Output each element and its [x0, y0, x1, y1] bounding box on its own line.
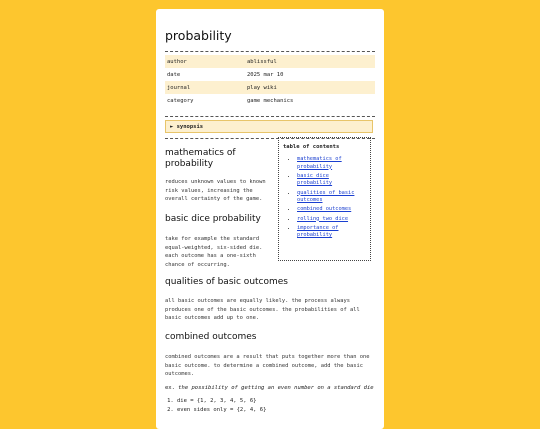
list-item	[297, 156, 366, 171]
meta-key: journal	[165, 81, 245, 94]
list-item: 1. die = {1, 2, 3, 4, 5, 6}	[177, 397, 266, 406]
toc-link-combined[interactable]: combined outcomes	[297, 206, 352, 213]
list-item	[297, 225, 366, 240]
synopsis-toggle[interactable]: ► synopsis	[165, 120, 373, 133]
list-item	[297, 216, 366, 224]
toc-link-mathematics[interactable]: mathematics of probability	[297, 156, 342, 170]
toc-title: table of contents	[283, 144, 340, 150]
section-body-combined: combined outcomes are a result that puts together more than one basic outcome. to determine a combined outcome, add the basic outcomes.	[165, 354, 370, 378]
table-row	[165, 94, 375, 107]
example-steps	[165, 397, 266, 414]
article-card	[156, 9, 384, 429]
page-title: probability	[165, 28, 232, 43]
section-body-mathematics: reduces unknown values to known risk values, increasing the overall certainty of the game.	[165, 179, 266, 203]
example-prefix: ex.	[165, 385, 175, 391]
table-row	[165, 55, 375, 68]
toc-link-basic-dice[interactable]: basic dice probability	[297, 172, 333, 187]
section-heading-dice: basic dice probability	[165, 214, 261, 224]
divider	[165, 116, 375, 117]
toc-link-rolling[interactable]: rolling two dice	[297, 215, 349, 222]
table-row	[165, 68, 375, 81]
toc-link-importance[interactable]: importance of probability	[297, 224, 339, 239]
meta-key: author	[165, 55, 245, 68]
table-of-contents	[278, 137, 371, 261]
divider	[165, 51, 375, 52]
table-row	[165, 81, 375, 94]
section-heading-mathematics: mathematics of probability	[165, 148, 236, 169]
list-item: 2. even sides only = {2, 4, 6}	[177, 406, 266, 415]
section-body-dice: take for example the standard equal-weighted, six-sided die. each outcome has a one-sixth chance of occurring.	[165, 236, 263, 269]
metadata-table	[165, 55, 375, 107]
meta-value: play wiki	[245, 81, 375, 94]
meta-key: category	[167, 97, 194, 104]
section-heading-combined: combined outcomes	[165, 332, 257, 342]
section-body-qualities: all basic outcomes are equally likely. the process always produces one of the basic outcomes. the probabilities of all basic outcomes add up to one.	[165, 298, 360, 322]
meta-key: date	[167, 71, 181, 78]
list-item	[297, 173, 366, 188]
toc-link-qualities[interactable]: qualities of basic outcomes	[297, 189, 355, 204]
meta-value: 2025 mar 10	[247, 71, 284, 78]
list-item	[297, 190, 366, 205]
example-text: the possibility of getting an even number on a standard die	[178, 385, 374, 391]
section-heading-qualities: qualities of basic outcomes	[165, 277, 288, 287]
meta-value: game mechanics	[247, 97, 294, 104]
list-item	[297, 206, 366, 214]
toc-list	[283, 156, 366, 240]
meta-value: ablissful	[245, 55, 375, 68]
example-line	[165, 385, 374, 391]
